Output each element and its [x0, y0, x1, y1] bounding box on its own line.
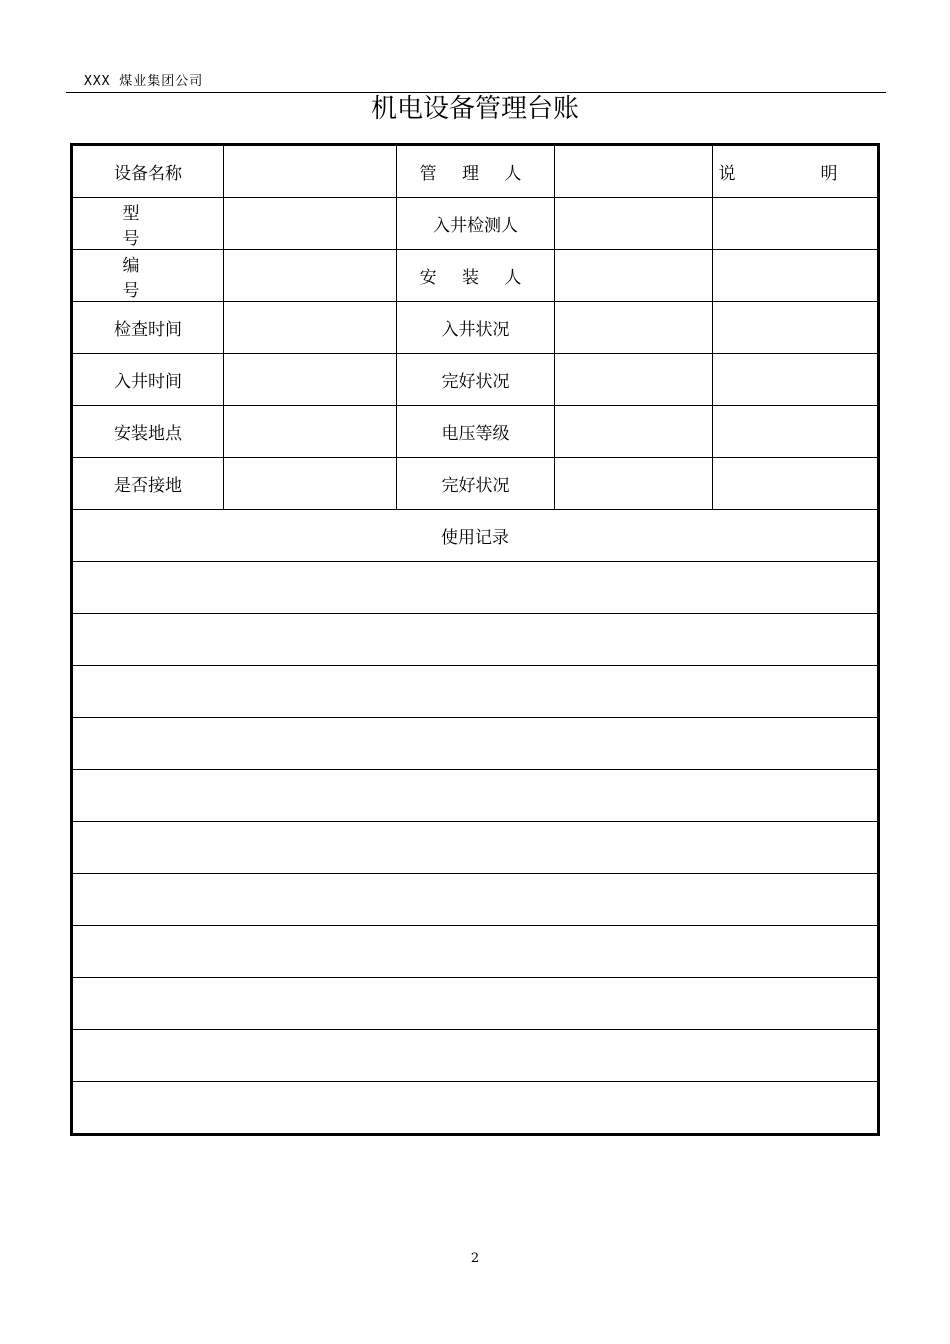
label-integrity-status-2: 完好状况: [397, 458, 555, 510]
usage-record-cell[interactable]: [72, 1082, 879, 1135]
usage-record-label: 使用记录: [72, 510, 879, 562]
remarks-cell[interactable]: [713, 250, 879, 302]
value-model[interactable]: [224, 198, 397, 250]
usage-record-header-row: [72, 510, 879, 562]
remarks-cell[interactable]: [713, 354, 879, 406]
label-voltage-level: 电压等级: [397, 406, 555, 458]
usage-record-cell[interactable]: [72, 562, 879, 614]
value-integrity-status[interactable]: [555, 354, 713, 406]
usage-record-row: [72, 666, 879, 718]
table-row: [72, 198, 879, 250]
table-row: [72, 250, 879, 302]
remarks-cell[interactable]: [713, 302, 879, 354]
value-install-location[interactable]: [224, 406, 397, 458]
remarks-cell[interactable]: [713, 458, 879, 510]
label-grounded: 是否接地: [72, 458, 224, 510]
usage-record-row: [72, 614, 879, 666]
value-grounded[interactable]: [224, 458, 397, 510]
value-voltage-level[interactable]: [555, 406, 713, 458]
label-entry-condition: 入井状况: [397, 302, 555, 354]
value-manager[interactable]: [555, 145, 713, 198]
usage-record-cell[interactable]: [72, 822, 879, 874]
usage-record-row: [72, 822, 879, 874]
value-entry-time[interactable]: [224, 354, 397, 406]
value-equipment-name[interactable]: [224, 145, 397, 198]
value-entry-condition[interactable]: [555, 302, 713, 354]
table-row: [72, 354, 879, 406]
remarks-cell[interactable]: [713, 406, 879, 458]
label-remarks: 说 明: [713, 145, 879, 198]
usage-record-cell[interactable]: [72, 614, 879, 666]
value-installer[interactable]: [555, 250, 713, 302]
usage-record-row: [72, 770, 879, 822]
label-inspection-time: 检查时间: [72, 302, 224, 354]
value-inspector[interactable]: [555, 198, 713, 250]
table-row: [72, 302, 879, 354]
value-integrity-status-2[interactable]: [555, 458, 713, 510]
label-install-location: 安装地点: [72, 406, 224, 458]
company-name: XXX 煤业集团公司: [84, 74, 204, 89]
usage-record-row: [72, 718, 879, 770]
usage-record-cell[interactable]: [72, 718, 879, 770]
usage-record-row: [72, 562, 879, 614]
label-inspector: 入井检测人: [397, 198, 555, 250]
label-integrity-status: 完好状况: [397, 354, 555, 406]
label-equipment-name: 设备名称: [72, 145, 224, 198]
remarks-cell[interactable]: [713, 198, 879, 250]
usage-record-row: [72, 874, 879, 926]
label-model: 型 号: [72, 198, 224, 250]
label-entry-time: 入井时间: [72, 354, 224, 406]
usage-record-row: [72, 978, 879, 1030]
table-row: [72, 406, 879, 458]
usage-record-row: [72, 926, 879, 978]
usage-record-row: [72, 1082, 879, 1135]
usage-record-cell[interactable]: [72, 926, 879, 978]
label-installer: 安 装 人: [397, 250, 555, 302]
usage-record-row: [72, 1030, 879, 1082]
page-number: 2: [470, 1251, 480, 1266]
document-title: 机电设备管理台账: [370, 94, 579, 124]
value-inspection-time[interactable]: [224, 302, 397, 354]
label-manager: 管 理 人: [397, 145, 555, 198]
usage-record-cell[interactable]: [72, 770, 879, 822]
value-serial-number[interactable]: [224, 250, 397, 302]
usage-record-cell[interactable]: [72, 1030, 879, 1082]
equipment-ledger-table: [70, 143, 880, 1136]
table-row: [72, 458, 879, 510]
usage-record-cell[interactable]: [72, 666, 879, 718]
label-serial-number: 编 号: [72, 250, 224, 302]
usage-record-cell[interactable]: [72, 978, 879, 1030]
usage-record-cell[interactable]: [72, 874, 879, 926]
table-row: [72, 145, 879, 198]
